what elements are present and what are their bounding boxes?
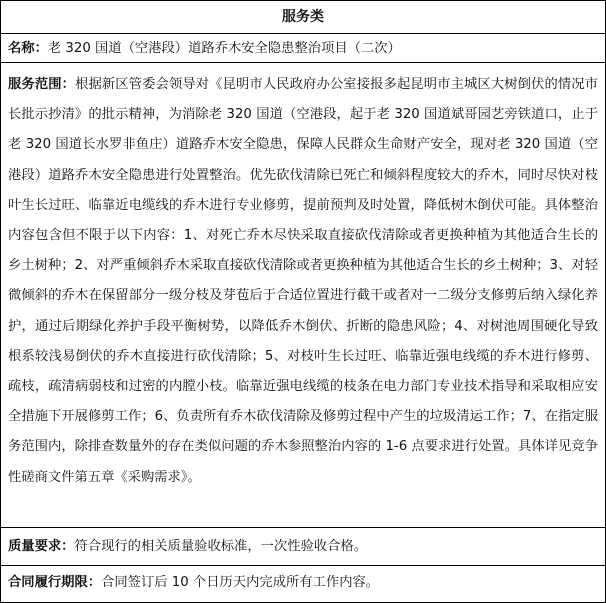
name-value: 老 320 国道（空港段）道路乔木安全隐患整治项目（二次） xyxy=(47,41,401,56)
quality-row xyxy=(1,528,605,566)
quality-label: 质量要求： xyxy=(8,539,75,554)
table-header xyxy=(1,1,605,34)
name-label: 名称： xyxy=(8,41,48,56)
scope-label: 服务范围： xyxy=(8,77,76,92)
contract-period-label: 合同履行期限： xyxy=(8,575,102,590)
scope-row xyxy=(1,63,605,528)
quality-value: 符合现行的相关质量验收标准，一次性验收合格。 xyxy=(74,539,368,554)
name-row xyxy=(1,34,605,63)
contract-period-value: 合同签订后 10 个日历天内完成所有工作内容。 xyxy=(101,575,380,590)
contract-period-row xyxy=(1,566,605,600)
header-title: 服务类 xyxy=(282,9,324,25)
scope-value: 根据新区管委会领导对《昆明市人民政府办公室接报多起昆明市主城区大树倒伏的情况市长批示抄清》的批示精神，为消除老 320 国道（空港段，起于老 320 国道斌哥园艺旁铁道口，止于老 320 国道长水罗非鱼庄）道路乔木安全隐患，保障人民群众生命财产安全，现对老 320 国道（空港段）道路乔木安全隐患进行处置整治。优先砍伐清除已死亡和倾斜程度较大的乔木，同时尽快对枝叶生长过旺、临靠近电缆线的乔木进行专业修剪，提前预判及时处置，降低树木倒伏可能。具体整治内容包含但不限于以下内容：1、对死亡乔木尽快采取直接砍伐清除或者更换种植为其他适合生长的乡土树种；2、对严重倾斜乔木采取直接砍伐清除或者更换种植为其他适合生长的乡土树种；3、对轻微倾斜的乔木在保留部分一级分枝及芽苞后于合适位置进行截干或者对一二级分支修剪后纳入绿化养护，通过后期绿化养护手段平衡树势，以降低乔木倒伏、折断的隐患风险；4、对树池周围硬化导致根系较浅易倒伏的乔木直接进行砍伐清除；5、对枝叶生长过旺、临靠近强电线缆的乔木进行修剪、疏枝，疏清病弱枝和过密的内膛小枝。临靠近强电线缆的枝条在电力部门专业技术指导和采取相应安全措施下开展修剪工作；6、负责所有乔木砍伐清除及修剪过程中产生的垃圾清运工作；7、在指定服务范围内，除排查数量外的存在类似问题的乔木参照整治内容的 1-6 点要求进行处置。具体详见竞争性磋商文件第五章《采购需求》。 xyxy=(8,77,599,485)
